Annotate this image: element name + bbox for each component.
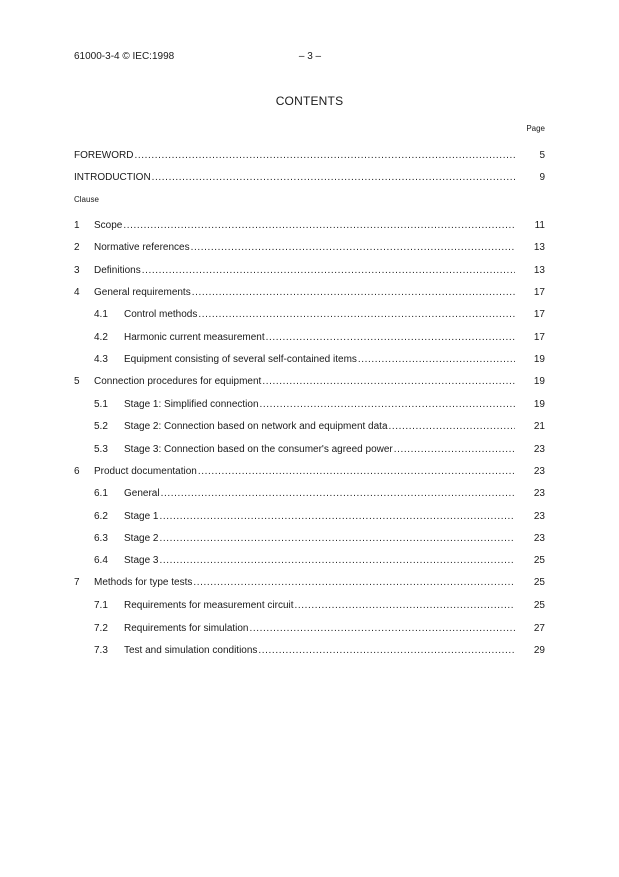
toc-entry-number: 4 — [74, 287, 80, 298]
toc-entry-number: 4.1 — [94, 309, 108, 320]
toc-entry-number: 2 — [74, 242, 80, 253]
toc-entry-number: 5.2 — [94, 421, 108, 432]
toc-entry-7-1[interactable] — [74, 599, 545, 613]
toc-entry-page: 9 — [539, 172, 545, 183]
page-column-label: Page — [526, 124, 545, 133]
toc-entry-title: FOREWORD — [74, 150, 134, 161]
dot-leader — [142, 264, 515, 278]
dot-leader — [394, 443, 515, 457]
toc-entry-7-3[interactable] — [74, 644, 545, 658]
dot-leader — [193, 576, 515, 590]
clause-column-label: Clause — [74, 195, 99, 204]
toc-entry-title: Scope — [94, 220, 123, 231]
page-header-page-number: – 3 – — [298, 51, 322, 62]
toc-entry-number: 4.2 — [94, 332, 108, 343]
toc-entry-number: 6.3 — [94, 533, 108, 544]
toc-entry-page: 17 — [533, 332, 545, 343]
toc-entry-number: 7.3 — [94, 645, 108, 656]
toc-entry-title: General — [124, 488, 160, 499]
toc-entry-title: Equipment consisting of several self-contained items — [124, 354, 357, 365]
dot-leader — [198, 308, 515, 322]
toc-entry-page: 23 — [533, 511, 545, 522]
dot-leader — [262, 375, 515, 389]
toc-entry-2[interactable] — [74, 241, 545, 255]
toc-entry-5[interactable] — [74, 375, 545, 389]
toc-entry-page: 11 — [534, 220, 545, 231]
toc-entry-4-3[interactable] — [74, 353, 545, 367]
toc-entry-number: 4.3 — [94, 354, 108, 365]
toc-entry-page: 25 — [533, 577, 545, 588]
toc-entry-page: 25 — [533, 600, 545, 611]
toc-entry-title: Stage 3: Connection based on the consumer's agreed power — [124, 444, 393, 455]
toc-entry-page: 13 — [533, 242, 545, 253]
toc-entry-number: 6 — [74, 466, 80, 477]
toc-entry-number: 7 — [74, 577, 80, 588]
dot-leader — [134, 149, 515, 163]
toc-entry-title: Normative references — [94, 242, 190, 253]
toc-entry-6-3[interactable] — [74, 532, 545, 546]
toc-entry-number: 5 — [74, 376, 80, 387]
toc-entry-number: 6.2 — [94, 511, 108, 522]
toc-entry-foreword[interactable] — [74, 149, 545, 163]
page-header-doc-id: 61000-3-4 © IEC:1998 — [74, 51, 175, 62]
toc-entry-page: 27 — [533, 623, 545, 634]
toc-entry-7[interactable] — [74, 576, 545, 590]
toc-entry-page: 23 — [533, 488, 545, 499]
toc-entry-4-1[interactable] — [74, 308, 545, 322]
toc-entry-page: 17 — [533, 309, 545, 320]
toc-entry-5-1[interactable] — [74, 398, 545, 412]
toc-entry-page: 23 — [533, 466, 545, 477]
dot-leader — [260, 398, 515, 412]
toc-entry-6-1[interactable] — [74, 487, 545, 501]
toc-entry-page: 23 — [533, 444, 545, 455]
toc-entry-number: 6.1 — [94, 488, 108, 499]
toc-entry-page: 29 — [533, 645, 545, 656]
dot-leader — [159, 554, 515, 568]
toc-entry-page: 21 — [533, 421, 545, 432]
toc-entry-7-2[interactable] — [74, 622, 545, 636]
toc-entry-5-3[interactable] — [74, 443, 545, 457]
toc-entry-page: 25 — [533, 555, 545, 566]
toc-entry-title: Stage 3 — [124, 555, 159, 566]
toc-entry-5-2[interactable] — [74, 420, 545, 434]
dot-leader — [198, 465, 515, 479]
toc-entry-3[interactable] — [74, 264, 545, 278]
toc-entry-title: Connection procedures for equipment — [94, 376, 262, 387]
dot-leader — [123, 219, 515, 233]
toc-entry-title: Requirements for measurement circuit — [124, 600, 294, 611]
toc-entry-number: 3 — [74, 265, 80, 276]
toc-entry-page: 23 — [533, 533, 545, 544]
toc-entry-title: Product documentation — [94, 466, 197, 477]
toc-entry-number: 5.3 — [94, 444, 108, 455]
toc-entry-4[interactable] — [74, 286, 545, 300]
toc-entry-number: 6.4 — [94, 555, 108, 566]
toc-entry-title: Test and simulation conditions — [124, 645, 258, 656]
toc-entry-page: 19 — [533, 399, 545, 410]
dot-leader — [192, 286, 515, 300]
toc-entry-page: 19 — [533, 376, 545, 387]
dot-leader — [159, 532, 515, 546]
toc-entry-title: Requirements for simulation — [124, 623, 249, 634]
dot-leader — [295, 599, 515, 613]
toc-entry-number: 1 — [74, 220, 80, 231]
toc-entry-title: Stage 1 — [124, 511, 159, 522]
toc-entry-title: Stage 2: Connection based on network and equipment data — [124, 421, 388, 432]
toc-entry-6-4[interactable] — [74, 554, 545, 568]
toc-entry-page: 17 — [533, 287, 545, 298]
dot-leader — [161, 487, 515, 501]
dot-leader — [250, 622, 516, 636]
dot-leader — [159, 510, 515, 524]
toc-entry-title: Stage 2 — [124, 533, 159, 544]
toc-entry-number: 7.1 — [94, 600, 108, 611]
toc-entry-title: General requirements — [94, 287, 191, 298]
toc-entry-page: 5 — [539, 150, 545, 161]
toc-entry-title: Control methods — [124, 309, 198, 320]
toc-entry-title: INTRODUCTION — [74, 172, 151, 183]
contents-title: CONTENTS — [275, 94, 344, 108]
dot-leader — [152, 171, 515, 185]
dot-leader — [358, 353, 515, 367]
toc-entry-page: 13 — [533, 265, 545, 276]
toc-entry-title: Harmonic current measurement — [124, 332, 265, 343]
dot-leader — [266, 331, 515, 345]
toc-entry-4-2[interactable] — [74, 331, 545, 345]
toc-entry-title: Stage 1: Simplified connection — [124, 399, 259, 410]
toc-entry-introduction[interactable] — [74, 171, 545, 185]
toc-entry-number: 7.2 — [94, 623, 108, 634]
dot-leader — [389, 420, 515, 434]
toc-entry-6-2[interactable] — [74, 510, 545, 524]
dot-leader — [191, 241, 515, 255]
toc-entry-number: 5.1 — [94, 399, 108, 410]
dot-leader — [258, 644, 515, 658]
toc-entry-title: Methods for type tests — [94, 577, 193, 588]
toc-entry-title: Definitions — [94, 265, 141, 276]
toc-entry-1[interactable] — [74, 219, 545, 233]
toc-entry-6[interactable] — [74, 465, 545, 479]
toc-entry-page: 19 — [533, 354, 545, 365]
